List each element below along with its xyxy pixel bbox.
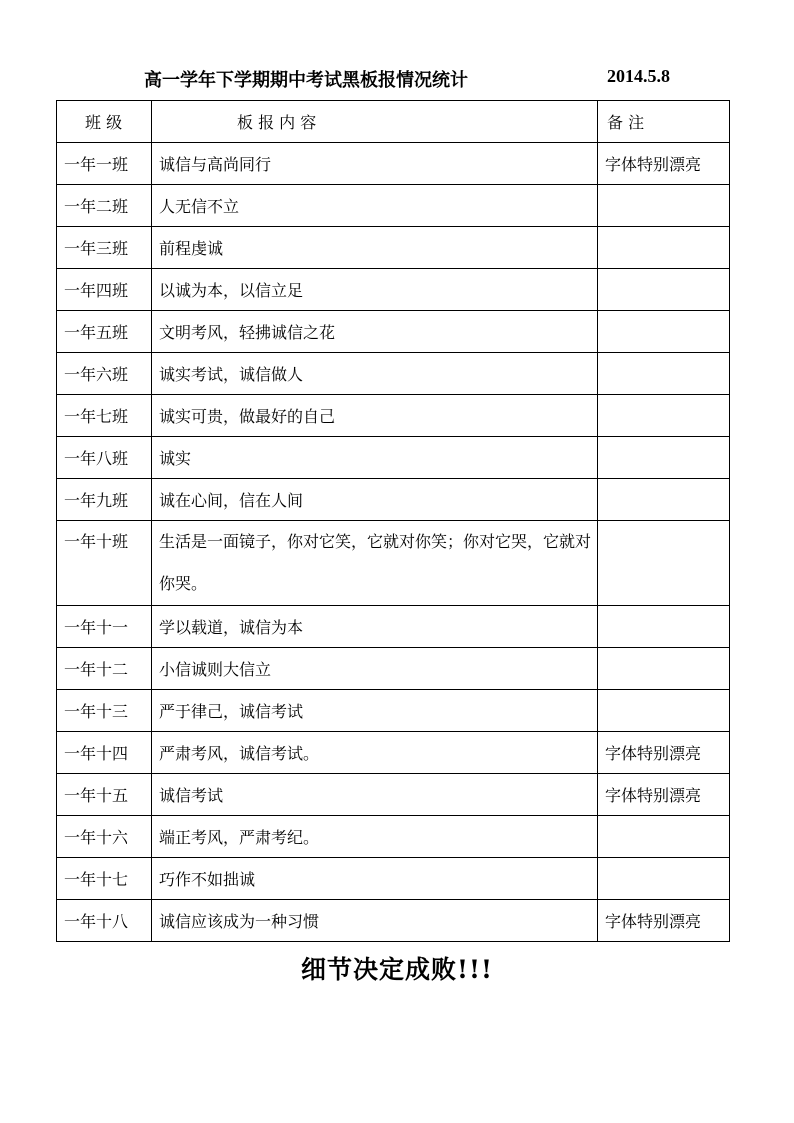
header-note: 备 注 xyxy=(598,101,730,143)
table-row xyxy=(57,606,730,648)
blackboard-stats-table xyxy=(56,100,730,942)
content-cell: 诚在心间，信在人间 xyxy=(152,479,598,521)
class-cell: 一年十八 xyxy=(57,900,152,942)
note-cell xyxy=(598,437,730,479)
content-cell: 诚信考试 xyxy=(152,774,598,816)
content-cell: 严于律己，诚信考试 xyxy=(152,690,598,732)
class-cell: 一年八班 xyxy=(57,437,152,479)
content-cell: 巧作不如拙诚 xyxy=(152,858,598,900)
table-row xyxy=(57,269,730,311)
table-row xyxy=(57,648,730,690)
class-cell: 一年七班 xyxy=(57,395,152,437)
content-cell: 严肃考风，诚信考试。 xyxy=(152,732,598,774)
table-row xyxy=(57,690,730,732)
class-cell: 一年十四 xyxy=(57,732,152,774)
note-cell xyxy=(598,690,730,732)
table-row xyxy=(57,521,730,606)
note-cell: 字体特别漂亮 xyxy=(598,900,730,942)
content-cell: 端正考风，严肃考纪。 xyxy=(152,816,598,858)
content-cell: 诚信应该成为一种习惯 xyxy=(152,900,598,942)
note-cell: 字体特别漂亮 xyxy=(598,774,730,816)
content-cell: 人无信不立 xyxy=(152,185,598,227)
table-row xyxy=(57,227,730,269)
content-cell: 小信诚则大信立 xyxy=(152,648,598,690)
table-row xyxy=(57,858,730,900)
note-cell xyxy=(598,395,730,437)
header-class: 班 级 xyxy=(57,101,152,143)
table-row xyxy=(57,900,730,942)
content-cell: 诚信与高尚同行 xyxy=(152,143,598,185)
note-cell xyxy=(598,353,730,395)
table-row xyxy=(57,816,730,858)
note-cell xyxy=(598,269,730,311)
note-cell xyxy=(598,479,730,521)
class-cell: 一年十班 xyxy=(57,521,152,606)
class-cell: 一年十二 xyxy=(57,648,152,690)
class-cell: 一年二班 xyxy=(57,185,152,227)
content-cell: 前程虔诚 xyxy=(152,227,598,269)
note-cell xyxy=(598,185,730,227)
class-cell: 一年十六 xyxy=(57,816,152,858)
note-cell xyxy=(598,521,730,606)
content-cell: 以诚为本，以信立足 xyxy=(152,269,598,311)
content-cell: 诚实考试，诚信做人 xyxy=(152,353,598,395)
note-cell: 字体特别漂亮 xyxy=(598,732,730,774)
class-cell: 一年十五 xyxy=(57,774,152,816)
class-cell: 一年十一 xyxy=(57,606,152,648)
table-row xyxy=(57,395,730,437)
page-title: 高一学年下学期期中考试黑板报情况统计 xyxy=(144,70,468,91)
table-row xyxy=(57,774,730,816)
table-row xyxy=(57,437,730,479)
class-cell: 一年十七 xyxy=(57,858,152,900)
class-cell: 一年六班 xyxy=(57,353,152,395)
class-cell: 一年三班 xyxy=(57,227,152,269)
table-row xyxy=(57,732,730,774)
class-cell: 一年五班 xyxy=(57,311,152,353)
header-content: 板 报 内 容 xyxy=(152,101,598,143)
note-cell xyxy=(598,648,730,690)
table-header-row xyxy=(57,101,730,143)
note-cell xyxy=(598,858,730,900)
content-cell: 生活是一面镜子，你对它笑，它就对你笑；你对它哭，它就对你哭。 xyxy=(152,521,598,606)
class-cell: 一年九班 xyxy=(57,479,152,521)
table-row xyxy=(57,479,730,521)
table-row xyxy=(57,185,730,227)
title-row xyxy=(56,66,728,96)
content-cell: 文明考风，轻拂诚信之花 xyxy=(152,311,598,353)
note-cell xyxy=(598,227,730,269)
table-row xyxy=(57,311,730,353)
footer-slogan: 细节决定成败!!! xyxy=(301,955,493,984)
table-row xyxy=(57,353,730,395)
note-cell xyxy=(598,311,730,353)
class-cell: 一年十三 xyxy=(57,690,152,732)
content-cell: 学以载道，诚信为本 xyxy=(152,606,598,648)
content-cell: 诚实可贵，做最好的自己 xyxy=(152,395,598,437)
content-cell: 诚实 xyxy=(152,437,598,479)
class-cell: 一年四班 xyxy=(57,269,152,311)
class-cell: 一年一班 xyxy=(57,143,152,185)
note-cell xyxy=(598,816,730,858)
report-date: 2014.5.8 xyxy=(607,66,670,86)
table-row xyxy=(57,143,730,185)
note-cell xyxy=(598,606,730,648)
note-cell: 字体特别漂亮 xyxy=(598,143,730,185)
